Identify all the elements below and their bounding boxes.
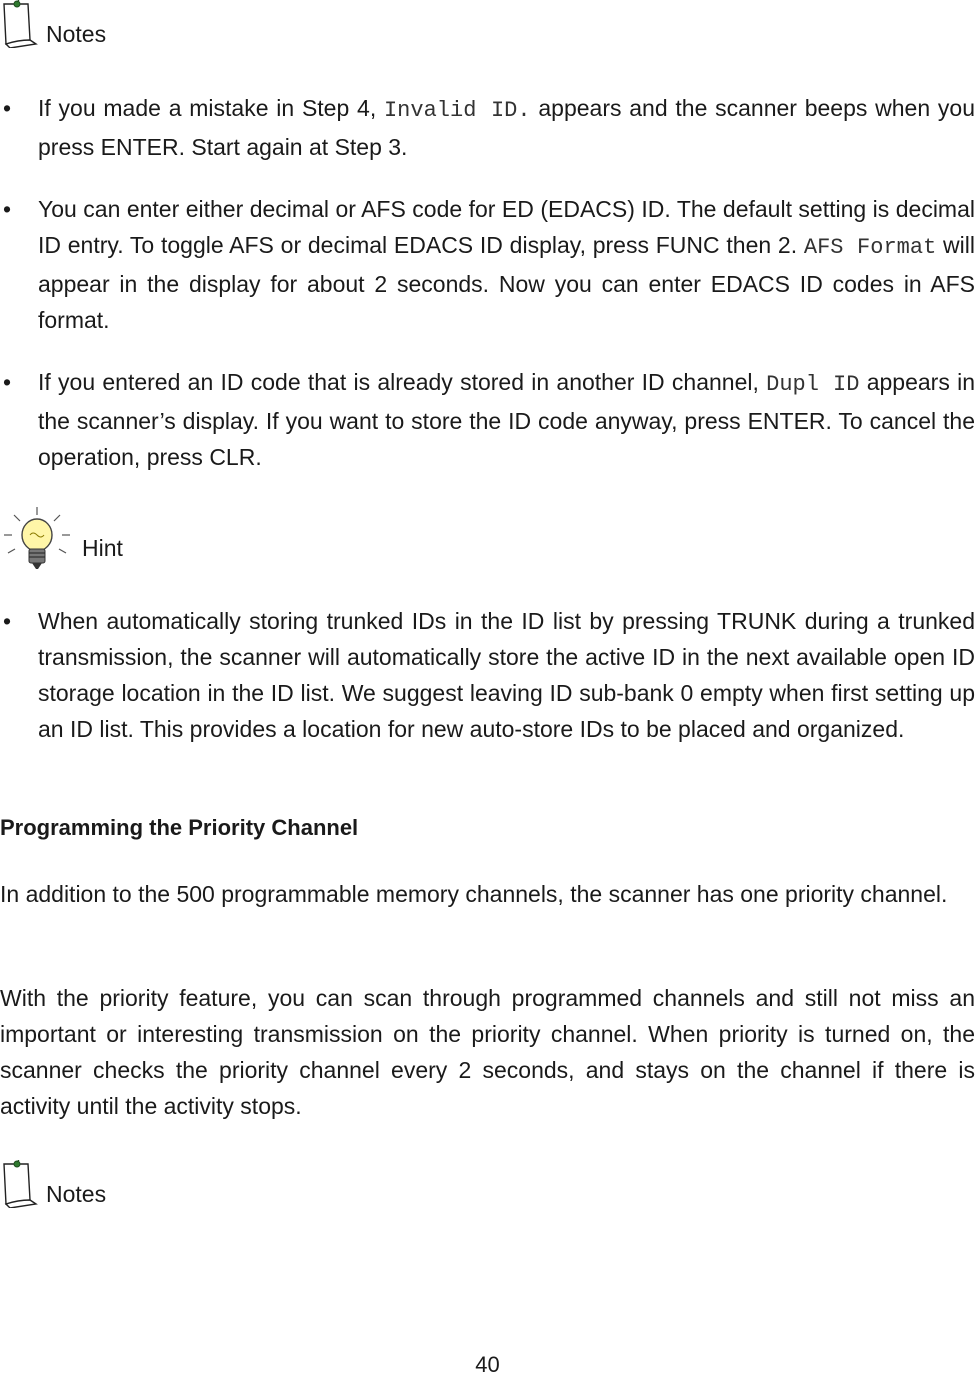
list-item (0, 191, 975, 338)
list-item (0, 603, 975, 747)
bullet-dot: • (3, 95, 12, 121)
notes-list (0, 90, 975, 475)
paragraph: In addition to the 500 programmable memory channels, the scanner has one priority channel. (0, 881, 948, 907)
notes-label: Notes (46, 1181, 107, 1207)
bullet-text: will appear in the display for about 2 seconds. Now you can enter EDACS ID codes in AFS format. (38, 232, 975, 333)
section-title: Programming the Priority Channel (0, 815, 359, 840)
notepad-icon (0, 1160, 40, 1208)
display-code: AFS Format (803, 235, 937, 260)
display-code: Dupl ID (766, 372, 860, 397)
bullet-dot: • (3, 608, 12, 634)
notes-header (0, 1168, 106, 1208)
bullet-text: When automatically storing trunked IDs in the ID list by pressing TRUNK during a trunked transmission, the scanner will automatically store the active ID in the next available open ID storage location in the ID list. We suggest leaving ID sub-bank 0 empty when first setting up an ID list. This provides a location for new auto-store IDs to be placed and organized. (38, 608, 975, 742)
bullet-text: If you entered an ID code that is already stored in another ID channel, (38, 369, 767, 395)
bullet-text: If you made a mistake in Step 4, (38, 95, 384, 121)
hint-label: Hint (82, 534, 123, 561)
bullet-text: appears in the scanner’s display. If you want to store the ID code anyway, press ENTER. To cancel the operation, press CLR. (38, 369, 975, 470)
bullet-dot: • (3, 196, 12, 222)
display-code: Invalid ID. (383, 98, 531, 123)
notes-header (0, 8, 106, 48)
hint-header (0, 502, 123, 582)
list-item (0, 90, 975, 165)
lightbulb-icon (0, 505, 74, 579)
notes-label: Notes (46, 21, 107, 47)
bullet-dot: • (3, 369, 12, 395)
hint-list (0, 603, 975, 747)
bullet-text: You can enter either decimal or AFS code for ED (EDACS) ID. The default setting is decimal ID entry. To toggle AFS or decimal EDACS ID display, press FUNC then 2. (38, 196, 975, 258)
paragraph: With the priority feature, you can scan through programmed channels and still not miss an important or interesting transmission on the priority channel. When priority is turned on, the scanner checks the priority channel every 2 seconds, and stays on the channel if there is activity until the activity stops. (0, 985, 975, 1119)
page-number: 40 (475, 1352, 500, 1377)
list-item (0, 364, 975, 475)
bullet-text: appears and the scanner beeps when you press ENTER. Start again at Step 3. (38, 95, 975, 160)
notepad-icon (0, 0, 40, 48)
